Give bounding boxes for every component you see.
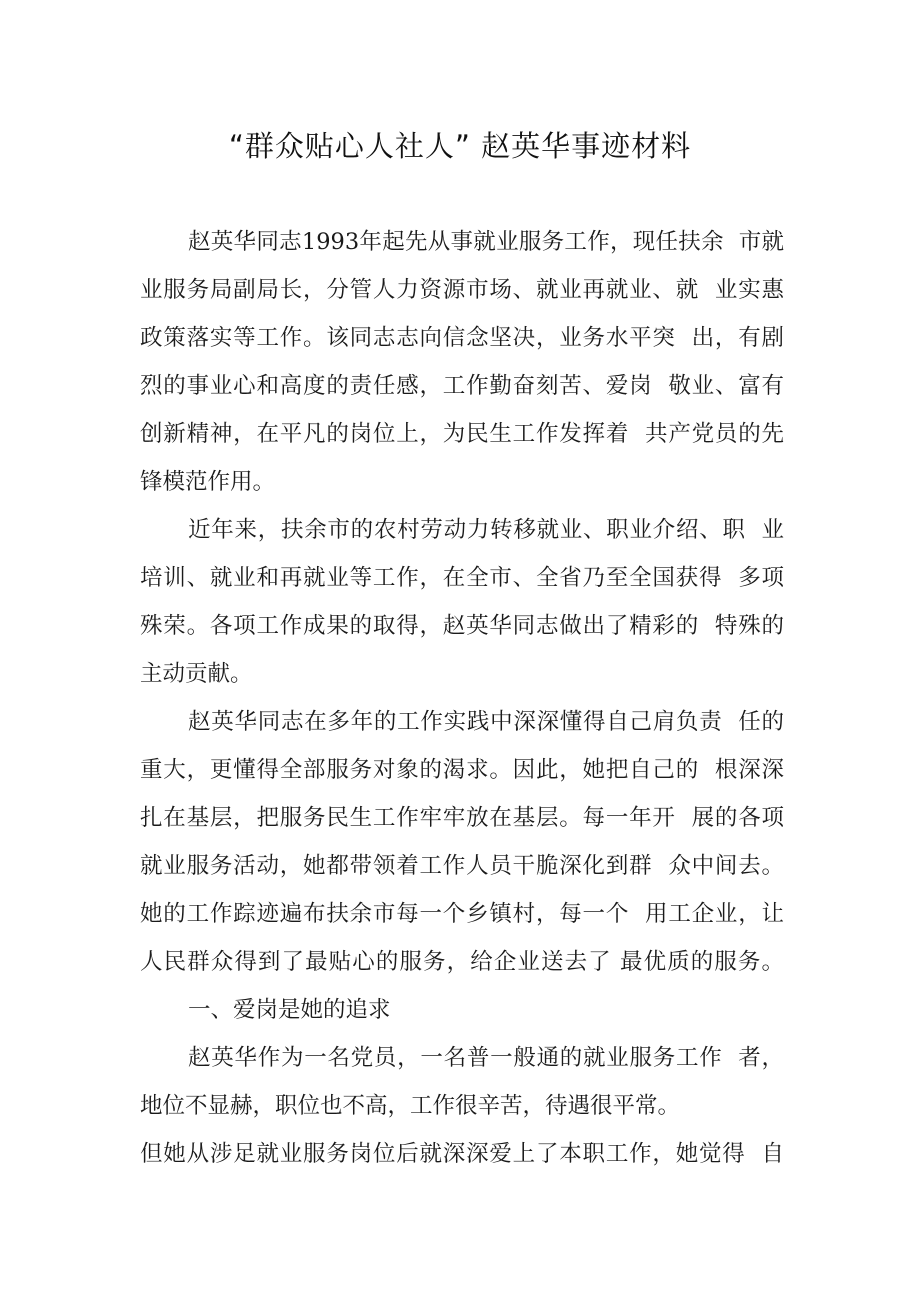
- paragraph-3-line-3: 扎在基层，把服务民生工作牢牢放在基层。每一年开 展的各项: [140, 805, 784, 831]
- paragraph-2-line-1: 近年来，扶余市的农村劳动力转移就业、职业介绍、职 业: [188, 517, 784, 543]
- paragraph-4-line-2: 地位不显赫，职位也不高，工作很辛苦，待遇很平常。: [140, 1093, 681, 1119]
- paragraph-3-line-1: 赵英华同志在多年的工作实践中深深懂得自己肩负责 任的: [188, 709, 784, 735]
- paragraph-4-line-3: 但她从涉足就业服务岗位后就深深爱上了本职工作，她觉得 自: [140, 1141, 784, 1167]
- paragraph-1-line-6: 锋模范作用。: [140, 469, 276, 495]
- paragraph-1-line-5: 创新精神，在平凡的岗位上，为民生工作发挥着 共产党员的先: [140, 421, 784, 447]
- section-heading-1: 一、爱岗是她的追求: [188, 997, 391, 1023]
- paragraph-1-line-1: 赵英华同志1993年起先从事就业服务工作，现任扶余 市就: [188, 229, 784, 255]
- document-title: “群众贴心人社人” 赵英华事迹材料: [228, 129, 692, 163]
- paragraph-1-line-4: 烈的事业心和高度的责任感，工作勤奋刻苦、爱岗 敬业、富有: [140, 373, 784, 399]
- paragraph-2-line-3: 殊荣。各项工作成果的取得，赵英华同志做出了精彩的 特殊的: [140, 613, 784, 639]
- paragraph-1-line-3: 政策落实等工作。该同志志向信念坚决，业务水平突 出，有剧: [140, 325, 784, 351]
- paragraph-2-line-4: 主动贡献。: [140, 661, 253, 687]
- paragraph-3-line-2: 重大，更懂得全部服务对象的渴求。因此，她把自己的 根深深: [140, 757, 784, 783]
- paragraph-1-line-2: 业服务局副局长，分管人力资源市场、就业再就业、就 业实惠: [140, 277, 784, 303]
- paragraph-4-line-1: 赵英华作为一名党员，一名普一般通的就业服务工作 者，: [188, 1045, 784, 1071]
- paragraph-3-line-6: 人民群众得到了最贴心的服务，给企业送去了 最优质的服务。: [140, 949, 784, 975]
- paragraph-3-line-4: 就业服务活动，她都带领着工作人员干脆深化到群 众中间去。: [140, 853, 784, 879]
- paragraph-3-line-5: 她的工作踪迹遍布扶余市每一个乡镇村，每一个 用工企业，让: [140, 901, 784, 927]
- paragraph-2-line-2: 培训、就业和再就业等工作，在全市、全省乃至全国获得 多项: [140, 565, 784, 591]
